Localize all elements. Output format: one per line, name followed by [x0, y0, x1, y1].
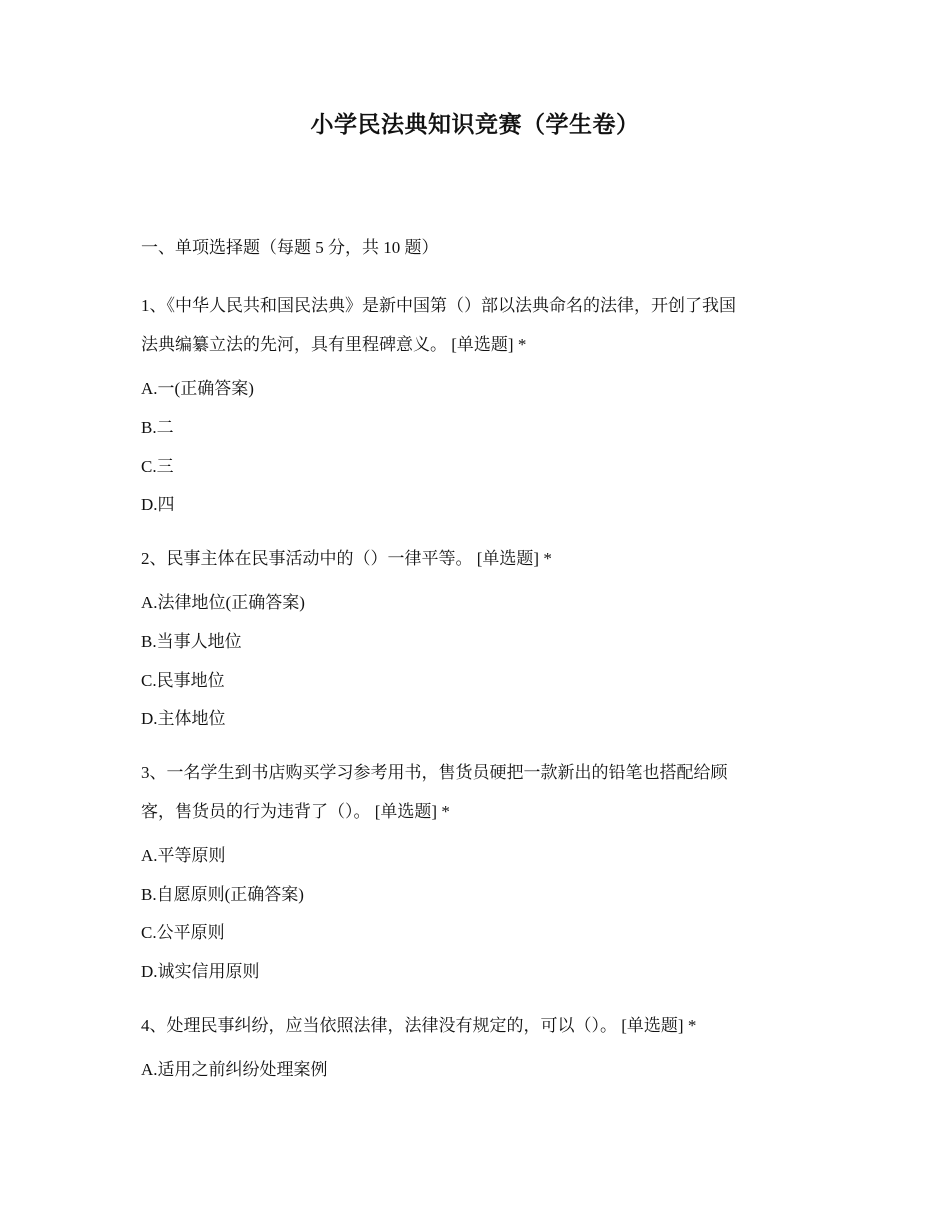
question-3-option-a: A.平等原则 [141, 846, 226, 865]
question-2-option-b: B.当事人地位 [141, 632, 242, 651]
question-4-option-a: A.适用之前纠纷处理案例 [141, 1060, 328, 1079]
question-2-option-a: A.法律地位(正确答案) [141, 593, 305, 612]
question-2-option-c: C.民事地位 [141, 671, 225, 690]
question-3-stem-line-2: 客，售货员的行为违背了（）。 [单选题] * [141, 802, 450, 821]
question-1-stem-line-2: 法典编纂立法的先河，具有里程碑意义。 [单选题] * [141, 335, 527, 354]
question-2-stem-line-1: 2、民事主体在民事活动中的（）一律平等。 [单选题] * [141, 549, 552, 568]
question-1-option-a: A.一(正确答案) [141, 379, 254, 398]
question-1-stem-line-1: 1、《中华人民共和国民法典》是新中国第（）部以法典命名的法律，开创了我国 [141, 296, 736, 315]
question-3-option-b: B.自愿原则(正确答案) [141, 885, 304, 904]
question-3-option-c: C.公平原则 [141, 923, 225, 942]
question-1-option-d: D.四 [141, 495, 175, 514]
question-4-stem-line-1: 4、处理民事纠纷，应当依照法律，法律没有规定的，可以（）。 [单选题] * [141, 1016, 697, 1035]
question-3-stem-line-1: 3、一名学生到书店购买学习参考用书，售货员硬把一款新出的铅笔也搭配给顾 [141, 763, 728, 782]
question-1-option-c: C.三 [141, 457, 174, 476]
question-2-option-d: D.主体地位 [141, 709, 226, 728]
section-heading: 一、单项选择题（每题 5 分，共 10 题） [141, 238, 439, 257]
question-1-option-b: B.二 [141, 418, 174, 437]
page-title: 小学民法典知识竞赛（学生卷） [310, 112, 640, 138]
question-3-option-d: D.诚实信用原则 [141, 962, 260, 981]
